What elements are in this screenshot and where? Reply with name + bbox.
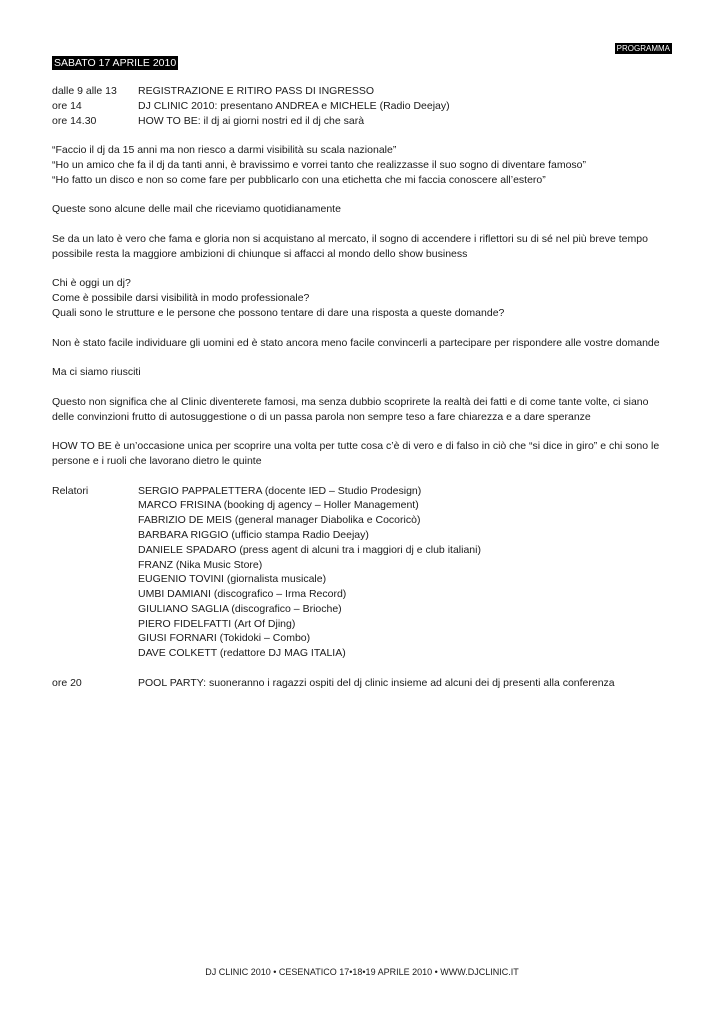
paragraph: Questo non significa che al Clinic diventerete famosi, ma senza dubbio scoprirete la realtà dei fatti e di come tante volte, ci siano delle convinzioni frutto di autosuggestione o di un passa parola non sempre teso a fare chiarezza e a dare speranze <box>52 395 649 423</box>
paragraph: HOW TO BE è un’occasione unica per scoprire una volta per tutte cosa c’è di vero e di falso in ciò che “si dice in giro” e chi sono le persone e i ruoli che lavorano dietro le quinte <box>52 440 660 467</box>
speaker-item: SERGIO PAPPALETTERA (docente IED – Studio Prodesign) <box>138 484 422 497</box>
closing-time: ore 20 <box>52 676 82 689</box>
speaker-item: BARBARA RIGGIO (ufficio stampa Radio Deejay) <box>138 528 369 541</box>
quote: “Faccio il dj da 15 anni ma non riesco a darmi visibilità su scala nazionale” <box>52 144 397 157</box>
question: Come è possibile darsi visibilità in modo professionale? <box>52 292 310 305</box>
schedule-row <box>52 114 672 129</box>
page-footer: DJ CLINIC 2010 • CESENATICO 17•18•19 APRILE 2010 • WWW.DJCLINIC.IT <box>205 967 519 977</box>
quote: “Ho fatto un disco e non so come fare per pubblicarlo con una etichetta che mi faccia conoscere all’estero” <box>52 173 546 186</box>
speakers-list <box>138 484 481 662</box>
section-tag: PROGRAMMA <box>616 44 670 53</box>
quotes-block <box>52 143 672 187</box>
schedule-text: DJ CLINIC 2010: presentano ANDREA e MICHELE (Radio Deejay) <box>138 99 450 112</box>
speaker-item: FABRIZIO DE MEIS (general manager Diabolika e Cocoricò) <box>138 514 421 527</box>
schedule-text: HOW TO BE: il dj ai giorni nostri ed il dj che sarà <box>138 114 365 127</box>
document-body <box>52 84 672 691</box>
questions-block <box>52 276 672 320</box>
speaker-item: MARCO FRISINA (booking dj agency – Holler Management) <box>138 499 419 512</box>
schedule <box>52 84 672 128</box>
speaker-item: PIERO FIDELFATTI (Art Of Djing) <box>138 617 296 630</box>
quote: “Ho un amico che fa il dj da tanti anni, è bravissimo e vorrei tanto che realizzasse il suo sogno di diventare famoso” <box>52 158 587 171</box>
speaker-item: DANIELE SPADARO (press agent di alcuni tra i maggiori dj e club italiani) <box>138 543 481 556</box>
speaker-item: GIULIANO SAGLIA (discografico – Brioche) <box>138 602 342 615</box>
speaker-item: GIUSI FORNARI (Tokidoki – Combo) <box>138 632 311 645</box>
paragraph: Non è stato facile individuare gli uomini ed è stato ancora meno facile convincerli a partecipare per rispondere alle vostre domande <box>52 336 660 349</box>
speaker-item: UMBI DAMIANI (discografico – Irma Record) <box>138 588 347 601</box>
schedule-text: REGISTRAZIONE E RITIRO PASS DI INGRESSO <box>138 85 375 97</box>
closing-row <box>52 676 672 691</box>
paragraph: Se da un lato è vero che fama e gloria non si acquistano al mercato, il sogno di accendere i riflettori su di sé nel più breve tempo possibile resta la maggiore ambizioni di chiunque si affacci al mondo dello show business <box>52 232 648 260</box>
date-heading: SABATO 17 APRILE 2010 <box>54 57 177 69</box>
paragraph: Queste sono alcune delle mail che riceviamo quotidianamente <box>52 203 341 216</box>
schedule-time: ore 14 <box>52 99 82 112</box>
schedule-time: dalle 9 alle 13 <box>52 85 117 97</box>
paragraph: Ma ci siamo riusciti <box>52 366 141 379</box>
speaker-item: EUGENIO TOVINI (giornalista musicale) <box>138 573 327 586</box>
schedule-time: ore 14.30 <box>52 114 97 127</box>
speaker-item: DAVE COLKETT (redattore DJ MAG ITALIA) <box>138 647 346 660</box>
schedule-row <box>52 99 672 114</box>
question: Quali sono le strutture e le persone che possono tentare di dare una risposta a queste domande? <box>52 306 505 319</box>
speakers-section <box>52 484 672 662</box>
speakers-label: Relatori <box>52 484 89 497</box>
speaker-item: FRANZ (Nika Music Store) <box>138 558 263 571</box>
schedule-row <box>52 84 672 99</box>
closing-text: POOL PARTY: suoneranno i ragazzi ospiti del dj clinic insieme ad alcuni dei dj presenti alla conferenza <box>138 676 615 689</box>
question: Chi è oggi un dj? <box>52 277 131 290</box>
